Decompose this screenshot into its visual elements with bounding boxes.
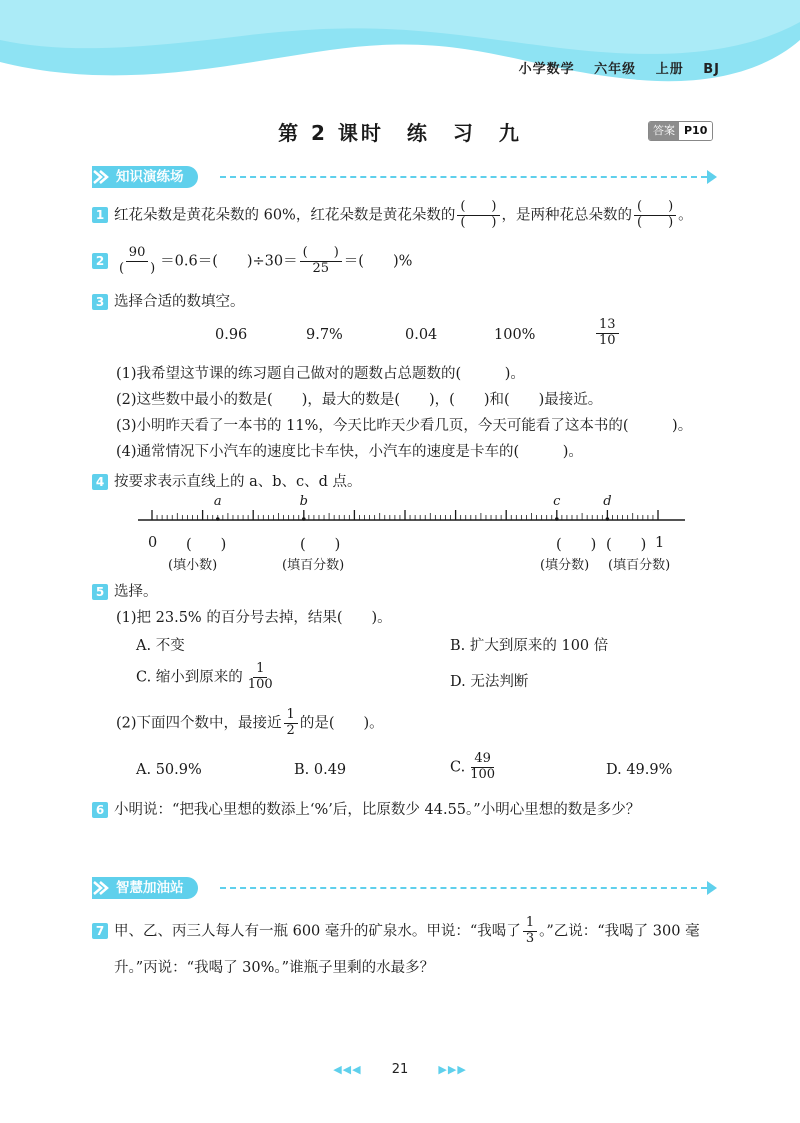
sub-question[interactable]: (2)这些数中最小的数是( )，最大的数是( )，( )和( )最接近。 [116, 392, 603, 408]
option-c[interactable] [450, 752, 500, 783]
number-line [130, 492, 690, 538]
answer-badge[interactable] [648, 121, 713, 141]
question-1 [92, 200, 693, 231]
arrow-end-icon [707, 170, 717, 184]
question-text: ，是两种花总朵数的 [501, 207, 632, 224]
point-label-b: b [299, 494, 308, 509]
hint-label: (填百分数) [608, 558, 671, 573]
option-text: C. [450, 759, 466, 776]
sub-question[interactable]: (4)通常情况下小汽车的速度比卡车快，小汽车的速度是卡车的( )。 [116, 444, 583, 460]
hint-label: (填分数) [540, 558, 590, 573]
book-info [505, 58, 720, 77]
choice-1: 0.96 [215, 327, 248, 343]
grade: 六年级 [594, 62, 637, 77]
question-number: 3 [92, 294, 108, 310]
question-text: 甲、乙、丙三人每人有一瓶 600 毫升的矿泉水。甲说：“我喝了 [114, 923, 521, 940]
zero-label: 0 [148, 535, 158, 551]
hint-label: (填小数) [168, 558, 218, 573]
fraction-blank[interactable] [457, 200, 499, 231]
question-7 [92, 916, 700, 947]
denominator: 10 [599, 332, 616, 348]
numerator: 1 [253, 662, 267, 678]
denominator: ( ) [637, 214, 674, 230]
denominator: 25 [312, 260, 329, 276]
question-number: 4 [92, 474, 108, 490]
answer-blank-d[interactable]: ( ) [606, 537, 647, 553]
divider [220, 176, 707, 178]
sub-question[interactable] [116, 708, 384, 739]
answer-blank-a[interactable]: ( ) [186, 537, 227, 553]
point-c[interactable] [555, 517, 559, 521]
question-7-line2: 升。”丙说：“我喝了 30%。”谁瓶子里剩的水最多？ [114, 960, 435, 976]
numerator: 49 [471, 752, 494, 768]
left-arrows-icon: ◀◀◀ [333, 1063, 362, 1076]
section-title: 智慧加油站 [92, 877, 198, 899]
option-a[interactable]: A. 不变 [136, 638, 185, 654]
fraction[interactable] [116, 246, 158, 277]
question-number: 6 [92, 802, 108, 818]
question-text: 。”乙说：“我喝了 300 毫 [539, 923, 700, 940]
question-5 [92, 580, 158, 601]
answer-blank-c[interactable]: ( ) [556, 537, 597, 553]
answer-label: 答案 [649, 122, 679, 140]
option-b[interactable]: B. 扩大到原来的 100 倍 [450, 638, 609, 654]
option-c[interactable] [136, 662, 278, 693]
question-text: 。 [678, 207, 693, 224]
denominator: 2 [286, 722, 295, 738]
divider [220, 887, 707, 889]
section-banner-practice [92, 166, 717, 188]
section-title: 知识演练场 [92, 166, 198, 188]
denominator: 100 [470, 766, 496, 782]
question-3 [92, 290, 245, 311]
denominator: 100 [247, 676, 273, 692]
numerator: ( ) [300, 246, 342, 262]
sub-question[interactable]: (1)把 23.5% 的百分号去掉，结果( )。 [116, 610, 392, 626]
question-number: 7 [92, 923, 108, 939]
choice-4: 100% [494, 327, 536, 343]
point-label-d: d [603, 494, 612, 509]
option-text: C. 缩小到原来的 [136, 669, 243, 686]
option-d[interactable]: D. 49.9% [606, 762, 673, 778]
question-number: 1 [92, 207, 108, 223]
fraction-blank[interactable] [634, 200, 676, 231]
one-label: 1 [655, 535, 665, 551]
question-number: 5 [92, 584, 108, 600]
question-number: 2 [92, 253, 108, 269]
subject: 小学数学 [518, 62, 575, 77]
question-text: 按要求表示直线上的 a、b、c、d 点。 [114, 474, 362, 490]
double-arrow-icon [92, 169, 110, 185]
section-banner-challenge [92, 877, 717, 899]
denominator: 3 [525, 930, 535, 946]
denominator: ( ) [119, 260, 156, 276]
numerator: 1 [523, 916, 537, 932]
point-label-a: a [213, 494, 222, 509]
option-b[interactable]: B. 0.49 [294, 762, 347, 778]
page-footer [0, 1062, 800, 1077]
choice-3: 0.04 [405, 327, 438, 343]
numerator: ( ) [457, 200, 499, 216]
choice-2: 9.7% [306, 327, 343, 343]
answer-blank-b[interactable]: ( ) [300, 537, 341, 553]
fraction[interactable] [300, 246, 342, 277]
page-title: 第 2 课时 练 习 九 [278, 121, 522, 145]
question-text: 的是( )。 [299, 715, 384, 732]
question-text[interactable]: ＝( )% [343, 253, 413, 270]
question-text: 选择。 [114, 584, 158, 600]
point-a[interactable] [216, 517, 220, 521]
option-a[interactable]: A. 50.9% [136, 762, 202, 778]
numerator: 13 [596, 318, 619, 334]
question-text: 小明说：“把我心里想的数添上‘%’后，比原数少 44.55。”小明心里想的数是多少？ [114, 802, 641, 818]
numerator: 90 [126, 246, 149, 262]
point-label-c: c [553, 494, 561, 509]
question-text: 选择合适的数填空。 [114, 294, 245, 310]
edition: BJ [703, 62, 720, 77]
numerator: 1 [284, 708, 298, 724]
right-arrows-icon: ▶▶▶ [438, 1063, 467, 1076]
sub-question[interactable]: (3)小明昨天看了一本书的 11%，今天比昨天少看几页，今天可能看了这本书的( )。 [116, 418, 693, 434]
answer-page: P10 [679, 122, 712, 140]
denominator: ( ) [460, 214, 497, 230]
question-text[interactable]: ＝0.6＝( )÷30＝ [160, 253, 298, 270]
question-text: 红花朵数是黄花朵数的 60%，红花朵数是黄花朵数的 [114, 207, 456, 224]
volume: 上册 [655, 62, 684, 77]
question-text: (2)下面四个数中，最接近 [116, 715, 282, 732]
option-d[interactable]: D. 无法判断 [450, 674, 529, 690]
arrow-end-icon [707, 881, 717, 895]
sub-question[interactable]: (1)我希望这节课的练习题自己做对的题数占总题数的( )。 [116, 366, 525, 382]
point-d[interactable] [606, 517, 610, 521]
point-b[interactable] [302, 517, 306, 521]
hint-label: (填百分数) [282, 558, 345, 573]
question-4 [92, 470, 362, 491]
double-arrow-icon [92, 880, 110, 896]
page-number: 21 [391, 1062, 409, 1077]
numerator: ( ) [634, 200, 676, 216]
choice-5 [594, 318, 621, 349]
question-6 [92, 798, 640, 819]
question-2 [92, 246, 412, 277]
